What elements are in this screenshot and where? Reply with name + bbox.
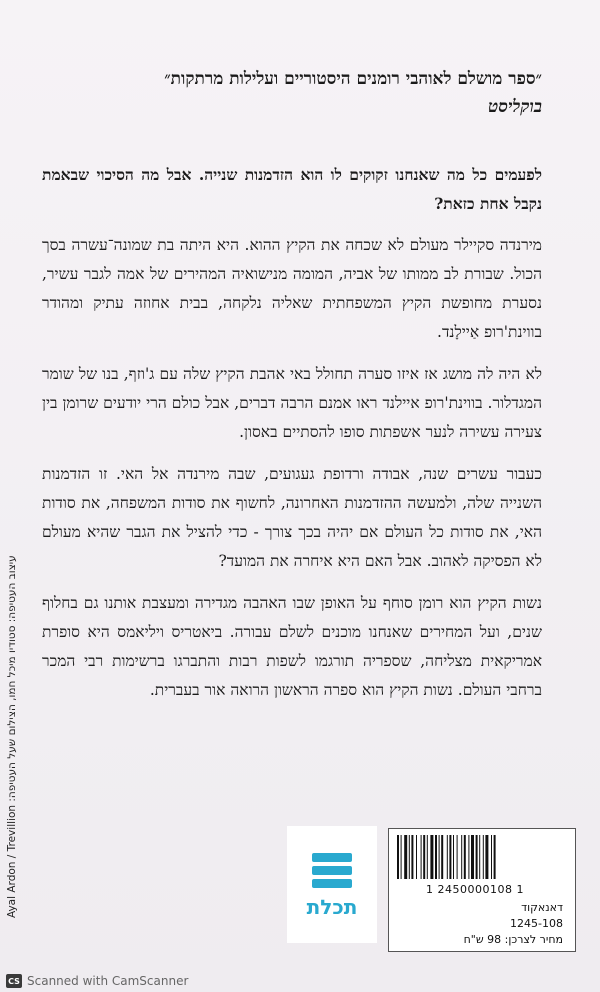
blurb-paragraph-lead: לפעמים כל מה שאנחנו זקוקים לו הוא הזדמנות שנייה. אבל מה הסיכוי שבאמת נקבל אחת כזאת? — [42, 165, 542, 213]
consumer-price: מחיר לצרכן: 98 ש"ח — [463, 933, 563, 946]
scanner-watermark — [0, 970, 600, 992]
publisher-logo — [287, 826, 377, 943]
isbn-number: 1 2450000108 1 — [426, 883, 524, 896]
scanner-text: Scanned with CamScanner — [27, 974, 189, 988]
review-quote: ״ספר מושלם לאוהבי רומנים היסטוריים ועלילות מרתקות״ — [164, 69, 542, 89]
publisher-name: תכלת — [306, 894, 358, 919]
blurb-text — [42, 160, 542, 718]
blurb-paragraph: מירנדה סקיילר מעולם לא שכחה את הקיץ ההוא. היא היתה בת שמונה־עשרה בסך הכול. שבורת לב ממותו של אביה, המומה מנישואיה המהירים של אמה לגבר עשיר, נסערת מחופשת הקיץ המשפחתית שאליה נלקחה, בבית אחוזה עתיק ומהודר בווינת'רופ אַיילָנד. — [42, 236, 542, 341]
camscanner-icon: CS — [6, 974, 22, 988]
catalog-number: 1245-108 — [510, 917, 563, 930]
barcode-label — [388, 828, 576, 952]
blurb-paragraph: נשות הקיץ הוא רומן סוחף על האופן שבו האהבה מגדירה ומעצבת אותנו גם בחלוף שנים, ועל המחירים שאנחנו מוכנים לשלם עבורה. ביאטריס ויליאמס היא סופרת אמריקאית מצליחה, שספריה תורגמו לשפות רבות והתברגו ברשימות רבי המכר ברחבי העולם. נשות הקיץ הוא ספרה הראשון הרואה אור בעברית. — [42, 594, 542, 699]
cover-design-credit: עיצוב העטיפה: סטודיו מיכל חמו, הצילום שעל העטיפה: Ayal Ardon / Trevillion — [6, 555, 18, 918]
catalog-label: דאנאקוד — [521, 901, 563, 914]
publisher-logo-icon — [310, 851, 354, 891]
review-source: בוקליסט — [488, 97, 542, 117]
blurb-paragraph: כעבור עשרים שנה, אבודה ורדופת געגועים, שבה מירנדה אל האי. זו הזדמנות השנייה שלה, ולמעשה ההזדמנות האחרונה, לחשוף את סודות המשפחה, את סודות האי, את סודות כל העולם אם יהיה בכך צורך - כדי להציל את הגבר שהיא מעולם לא הפסיקה לאהוב. אבל האם היא איחרה את המועד? — [42, 465, 542, 570]
blurb-paragraph: לא היה לה מושג אז איזו סערה תחולל באי אהבת הקיץ שלה עם ג'וזף, בנו של שומר המגדלור. בווינת'רופ איילנד ראו אמנם הרבה דברים, אבל כולם הרי יודעים שרומן בין צעירה עשירה לנער אשפתות סופו להסתיים באסון. — [42, 365, 542, 441]
barcode-icon — [395, 835, 567, 881]
